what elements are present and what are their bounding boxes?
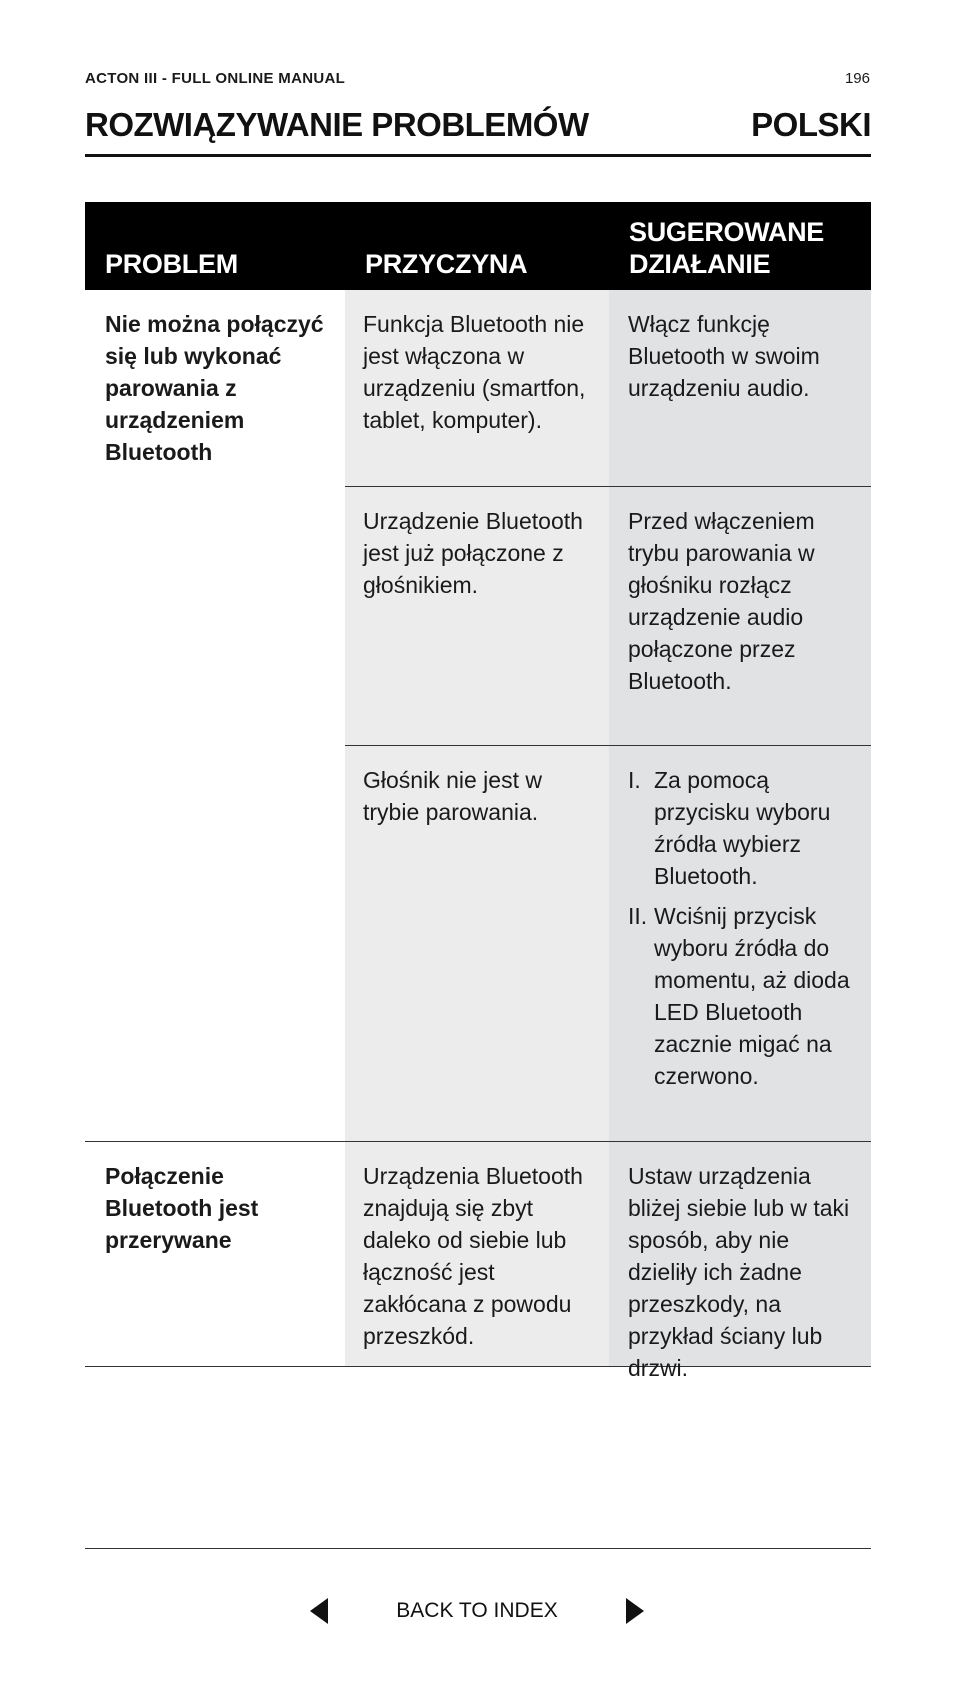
cause-cell: Urządzenia Bluetooth znajdują się zbyt daleko od siebie lub łączność jest zakłócana z powodu przeszkód. bbox=[345, 1142, 609, 1366]
action-steps bbox=[628, 764, 857, 1092]
problem-cell bbox=[85, 290, 345, 1141]
problem-text: Połączenie Bluetooth jest przerywane bbox=[105, 1163, 259, 1253]
footer-nav bbox=[0, 1598, 954, 1624]
table-group bbox=[85, 1142, 871, 1381]
table-row bbox=[345, 486, 871, 745]
table-header bbox=[85, 202, 871, 290]
list-item bbox=[628, 900, 857, 1092]
action-cell bbox=[609, 746, 871, 1141]
table-row bbox=[345, 290, 871, 486]
cause-cell: Urządzenie Bluetooth jest już połączone z głośnikiem. bbox=[345, 487, 609, 745]
step-text: Za pomocą przycisku wyboru źródła wybierz Bluetooth. bbox=[654, 767, 831, 889]
running-head: ACTON III - FULL ONLINE MANUAL bbox=[85, 70, 346, 87]
table-group bbox=[85, 290, 871, 1142]
column-header-problem: PROBLEM bbox=[105, 249, 238, 279]
page-title: ROZWIĄZYWANIE PROBLEMÓW bbox=[85, 106, 589, 143]
column-header-cause: PRZYCZYNA bbox=[365, 249, 528, 279]
previous-page-arrow-icon[interactable] bbox=[310, 1598, 328, 1624]
next-page-arrow-icon[interactable] bbox=[626, 1598, 644, 1624]
back-to-index-link[interactable]: BACK TO INDEX bbox=[396, 1599, 558, 1622]
action-cell: Włącz funkcję Bluetooth w swoim urządzeniu audio. bbox=[609, 290, 871, 486]
list-item bbox=[628, 764, 857, 892]
footer-divider bbox=[85, 1548, 871, 1549]
step-number: II. bbox=[628, 903, 648, 929]
table-row bbox=[345, 1142, 871, 1381]
step-text: Wciśnij przycisk wyboru źródła do momentu, aż dioda LED Bluetooth zacznie migać na czerwono. bbox=[654, 903, 850, 1089]
cause-cell: Głośnik nie jest w trybie parowania. bbox=[345, 746, 609, 1141]
table-row bbox=[345, 745, 871, 1141]
problem-cell bbox=[85, 1142, 345, 1366]
action-cell: Ustaw urządzenia bliżej siebie lub w taki sposób, aby nie dzieliły ich żadne przeszkody, na przykład ściany lub drzwi. bbox=[609, 1142, 871, 1366]
cause-action-rows bbox=[345, 1142, 871, 1381]
cause-action-rows bbox=[345, 290, 871, 1141]
problem-text: Nie można połączyć się lub wykonać parowania z urządzeniem Bluetooth bbox=[105, 311, 324, 465]
page-number: 196 bbox=[844, 70, 870, 87]
action-cell: Przed włączeniem trybu parowania w głośniku rozłącz urządzenie audio połączone przez Bluetooth. bbox=[609, 487, 871, 745]
column-header-action: SUGEROWANE DZIAŁANIE bbox=[629, 217, 825, 279]
title-row bbox=[85, 106, 871, 157]
troubleshooting-table bbox=[85, 202, 871, 1381]
language-label: POLSKI bbox=[751, 106, 871, 143]
cause-cell: Funkcja Bluetooth nie jest włączona w urządzeniu (smartfon, tablet, komputer). bbox=[345, 290, 609, 486]
step-number: I. bbox=[628, 767, 641, 793]
